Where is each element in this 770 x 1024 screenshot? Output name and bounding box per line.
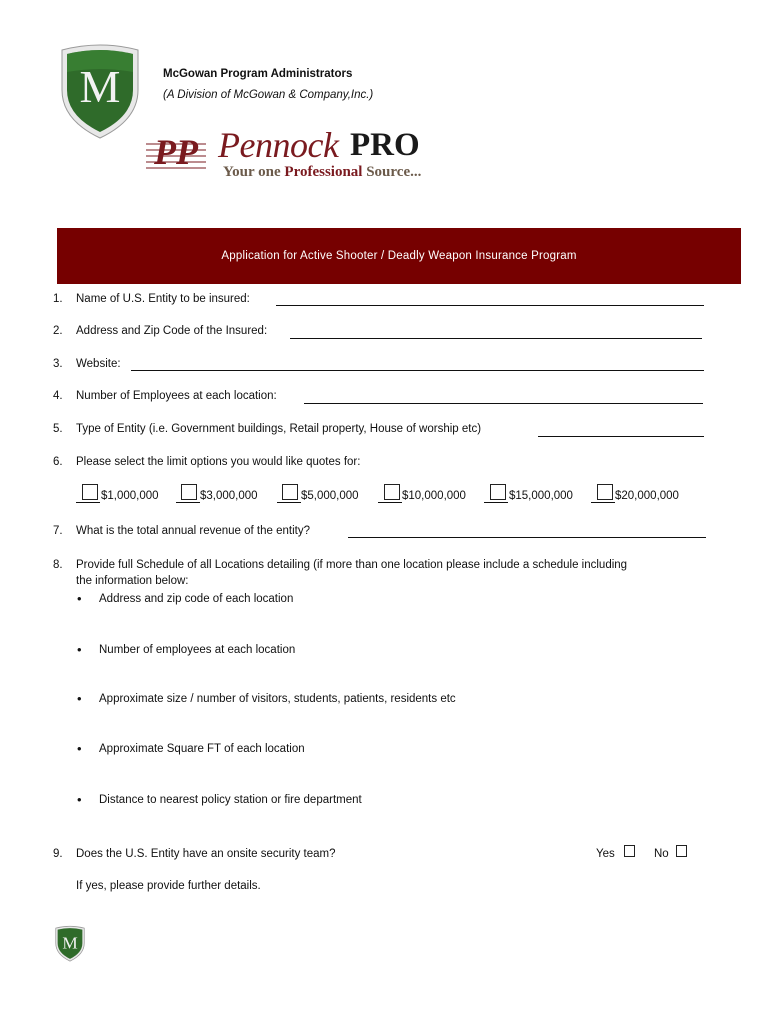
q2-label: Address and Zip Code of the Insured: (76, 325, 268, 337)
brand-pennock: Pennock (218, 125, 339, 165)
limit-3m-checkbox[interactable] (181, 484, 197, 500)
bullet-icon: • (77, 691, 82, 706)
title-banner (57, 228, 741, 284)
q7-answer-field[interactable] (348, 537, 706, 538)
limit-20m-checkbox[interactable] (597, 484, 613, 500)
q9-yes-label: Yes (596, 848, 615, 860)
q3-label: Website: (76, 358, 121, 370)
limit-3m-label: $3,000,000 (200, 490, 258, 502)
q4-number: 4. (53, 390, 63, 402)
q3-answer-field[interactable] (131, 370, 704, 371)
q9-label: Does the U.S. Entity have an onsite security team? (76, 848, 336, 860)
q7-number: 7. (53, 525, 63, 537)
q8-bullet-4: Approximate Square FT of each location (99, 743, 305, 755)
q5-answer-field[interactable] (538, 436, 704, 437)
footer-shield-logo (55, 925, 85, 962)
q8-number: 8. (53, 559, 63, 571)
limit-10m-checkbox[interactable] (384, 484, 400, 500)
limit-3m-underline (176, 502, 200, 503)
q1-label: Name of U.S. Entity to be insured: (76, 293, 250, 305)
q2-answer-field[interactable] (290, 338, 702, 339)
limit-1m-label: $1,000,000 (101, 490, 159, 502)
limit-1m-checkbox[interactable] (82, 484, 98, 500)
q5-number: 5. (53, 423, 63, 435)
shield-letter: M (79, 61, 121, 112)
limit-5m-underline (277, 502, 301, 503)
bullet-icon: • (77, 642, 82, 657)
q5-label: Type of Entity (i.e. Government buildings, Retail property, House of worship etc) (76, 423, 482, 435)
limit-10m-label: $10,000,000 (402, 490, 466, 502)
brand-pro: PRO (350, 127, 420, 163)
q8-bullet-3: Approximate size / number of visitors, students, patients, residents etc (99, 693, 456, 705)
q6-number: 6. (53, 456, 63, 468)
q8-bullet-5: Distance to nearest policy station or fire department (99, 794, 362, 806)
limit-15m-checkbox[interactable] (490, 484, 506, 500)
limit-15m-label: $15,000,000 (509, 490, 573, 502)
limit-15m-underline (484, 502, 508, 503)
q1-number: 1. (53, 293, 63, 305)
limit-20m-underline (591, 502, 615, 503)
limit-1m-underline (76, 502, 100, 503)
mcgowan-shield-logo (60, 42, 140, 140)
bullet-icon: • (77, 741, 82, 756)
q9-followup: If yes, please provide further details. (76, 880, 261, 892)
q3-number: 3. (53, 358, 63, 370)
tagline-b: Professional (284, 164, 363, 180)
brand-tagline (223, 164, 421, 181)
q8-bullet-1: Address and zip code of each location (99, 593, 294, 605)
limit-5m-checkbox[interactable] (282, 484, 298, 500)
q8-bullet-2: Number of employees at each location (99, 644, 296, 656)
limit-5m-label: $5,000,000 (301, 490, 359, 502)
limit-20m-label: $20,000,000 (615, 490, 679, 502)
pennock-pp-logo-icon (146, 126, 198, 176)
q8-text-line1: Provide full Schedule of all Locations detailing (if more than one location please include a schedule including (76, 559, 628, 571)
q4-label: Number of Employees at each location: (76, 390, 277, 402)
bullet-icon: • (77, 591, 82, 606)
limit-10m-underline (378, 502, 402, 503)
q7-label: What is the total annual revenue of the entity? (76, 525, 310, 537)
q2-number: 2. (53, 325, 63, 337)
q8-text-line2: the information below: (76, 575, 189, 587)
company-subtitle: (A Division of McGowan & Company,Inc.) (163, 89, 374, 101)
banner-title: Application for Active Shooter / Deadly Weapon Insurance Program (221, 250, 577, 262)
q6-label: Please select the limit options you would like quotes for: (76, 456, 361, 468)
q9-no-label: No (654, 848, 669, 860)
q9-yes-checkbox[interactable] (624, 845, 635, 857)
q1-answer-field[interactable] (276, 305, 704, 306)
company-name: McGowan Program Administrators (163, 68, 353, 80)
pp-mark: PP (154, 132, 198, 172)
q4-answer-field[interactable] (304, 403, 703, 404)
tagline-a: Your one (223, 164, 285, 180)
q9-no-checkbox[interactable] (676, 845, 687, 857)
footer-shield-letter: M (62, 933, 78, 953)
q9-number: 9. (53, 848, 63, 860)
tagline-c: Source... (362, 164, 422, 180)
bullet-icon: • (77, 792, 82, 807)
